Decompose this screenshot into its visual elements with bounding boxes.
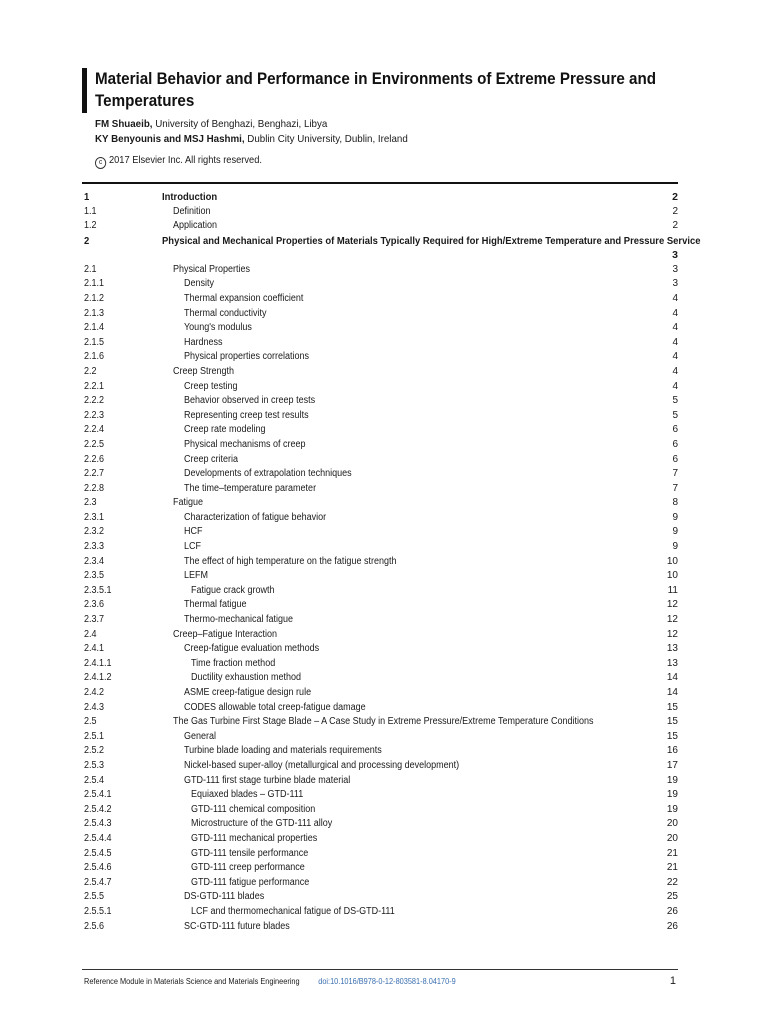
toc-entry-number: 2.2.1 [84, 380, 105, 392]
toc-entry-page: 9 [672, 541, 678, 553]
toc-entry[interactable] [84, 847, 678, 862]
toc-entry[interactable] [84, 920, 678, 935]
toc-entry-number: 2.2.5 [84, 438, 105, 450]
toc-entry-label: The Gas Turbine First Stage Blade – A Case Study in Extreme Pressure/Extreme Temperature Conditions [173, 716, 594, 728]
toc-entry-page: 4 [672, 351, 678, 363]
toc-entry[interactable] [84, 409, 678, 424]
toc-entry-number: 2.3 [84, 497, 97, 509]
toc-entry-label: Density [184, 278, 215, 290]
author-line-1 [95, 117, 408, 132]
toc-entry-label: Developments of extrapolation techniques [184, 468, 352, 480]
toc-entry-page: 4 [672, 380, 678, 392]
toc-entry-number: 2.1 [84, 263, 97, 275]
toc-entry-number: 2.5.4 [84, 774, 105, 786]
toc-entry-number: 2.5.4.3 [84, 818, 112, 830]
toc-entry-number: 2.2 [84, 365, 97, 377]
toc-entry[interactable] [84, 613, 678, 628]
toc-entry-number: 2.4.2 [84, 687, 105, 698]
toc-entry-label: DS-GTD-111 blades [184, 891, 265, 903]
toc-entry[interactable] [84, 467, 678, 482]
toc-entry-page: 12 [666, 628, 678, 640]
toc-entry[interactable] [84, 438, 678, 453]
toc-entry-label: Creep rate modeling [184, 424, 266, 436]
toc-entry-label: Introduction [162, 191, 218, 203]
toc-entry-number: 2.1.4 [84, 322, 105, 334]
toc-entry[interactable] [84, 190, 678, 205]
toc-entry-label: ASME creep-fatigue design rule [184, 687, 312, 698]
toc-entry[interactable] [84, 307, 678, 322]
toc-entry-label: Fatigue crack growth [191, 584, 275, 596]
toc-entry-number: 2 [84, 234, 90, 247]
toc-entry-number: 2.3.5 [84, 570, 105, 582]
toc-entry-label: Definition [173, 205, 211, 217]
toc-entry-page: 2 [672, 205, 678, 217]
toc-entry-number: 2.5.4.1 [84, 789, 112, 801]
toc-entry-label: The effect of high temperature on the fatigue strength [184, 555, 397, 567]
doi-link[interactable]: doi:10.1016/B978-0-12-803581-8.04170-9 [318, 977, 456, 986]
toc-entry-label: GTD-111 creep performance [191, 862, 305, 874]
toc-entry-label: Creep testing [184, 380, 238, 392]
toc-entry-number: 2.2.8 [84, 482, 105, 494]
toc-entry-label: Turbine blade loading and materials requirements [184, 745, 382, 757]
author-line-2 [95, 132, 408, 147]
toc-entry-label: Thermal fatigue [184, 599, 247, 611]
toc-entry-number: 2.3.5.1 [84, 584, 112, 596]
toc-entry[interactable] [84, 365, 678, 380]
toc-entry[interactable] [84, 803, 678, 818]
toc-entry-number: 2.1.3 [84, 307, 105, 319]
toc-entry[interactable] [84, 832, 678, 847]
toc-entry-page: 10 [666, 555, 678, 567]
toc-entry[interactable] [84, 671, 678, 686]
toc-entry-page: 13 [666, 657, 678, 669]
toc-entry-label: Physical mechanisms of creep [184, 438, 306, 450]
toc-entry-label: Fatigue [173, 497, 204, 509]
toc-entry[interactable] [84, 496, 678, 511]
toc-entry[interactable] [84, 540, 678, 555]
toc-entry-label: The time–temperature parameter [184, 482, 317, 494]
toc-entry-page: 7 [672, 482, 678, 494]
toc-entry-number: 2.4.1 [84, 643, 105, 655]
copyright-text: 2017 Elsevier Inc. All rights reserved. [108, 155, 262, 166]
toc-entry-page: 4 [672, 307, 678, 319]
toc-entry-label: CODES allowable total creep-fatigue damage [184, 701, 366, 713]
toc-entry-page: 8 [672, 497, 678, 509]
toc-entry[interactable] [84, 569, 678, 584]
toc-entry-label: Creep–Fatigue Interaction [173, 628, 278, 640]
toc-entry-page: 19 [666, 789, 678, 801]
toc-entry-number: 2.3.6 [84, 599, 105, 611]
toc-entry-number: 2.5.3 [84, 759, 105, 771]
header-divider [82, 182, 678, 184]
toc-entry[interactable] [84, 730, 678, 745]
toc-entry-page: 25 [666, 891, 678, 903]
toc-entry-label: LEFM [184, 570, 209, 582]
toc-entry-label: LCF and thermomechanical fatigue of DS-GTD-111 [191, 905, 395, 917]
toc-entry-page: 16 [666, 745, 678, 757]
toc-entry-number: 2.2.4 [84, 424, 105, 436]
toc-entry-label: Physical properties correlations [184, 351, 310, 363]
toc-entry[interactable] [84, 905, 678, 920]
toc-entry-number: 2.2.6 [84, 453, 105, 465]
table-of-contents [84, 190, 701, 934]
toc-entry-label: Physical and Mechanical Properties of Materials Typically Required for High/Extreme Temperature and Pressure Service [162, 234, 701, 247]
toc-entry[interactable] [84, 205, 678, 220]
toc-entry-page: 17 [666, 759, 678, 771]
title-accent-bar [82, 68, 87, 113]
toc-entry-label: GTD-111 tensile performance [191, 847, 309, 859]
toc-entry-label: Nickel-based super-alloy (metallurgical and processing development) [184, 759, 460, 771]
author-2-affiliation: Dublin City University, Dublin, Ireland [247, 133, 408, 145]
toc-entry-number: 2.3.7 [84, 614, 105, 626]
toc-entry[interactable] [84, 642, 678, 657]
toc-entry-label: GTD-111 mechanical properties [191, 832, 318, 844]
toc-entry-page: 19 [666, 803, 678, 815]
toc-entry-number: 1 [84, 191, 90, 203]
toc-entry[interactable] [84, 234, 701, 263]
toc-entry[interactable] [84, 744, 678, 759]
toc-entry-label: Ductility exhaustion method [191, 672, 302, 684]
toc-entry-page: 15 [666, 716, 678, 728]
authors-block [95, 117, 408, 147]
toc-entry-page: 15 [666, 730, 678, 742]
toc-entry-number: 2.5.4.6 [84, 862, 112, 874]
toc-entry-number: 2.5.2 [84, 745, 105, 757]
toc-entry-number: 2.3.3 [84, 541, 105, 553]
toc-entry-label: General [184, 730, 217, 742]
page-number: 1 [669, 975, 676, 987]
toc-entry-number: 2.5 [84, 716, 97, 728]
toc-entry[interactable] [84, 336, 678, 351]
toc-entry-page: 2 [672, 220, 678, 232]
toc-entry-page: 4 [672, 292, 678, 304]
toc-entry[interactable] [84, 890, 678, 905]
toc-entry[interactable] [84, 453, 678, 468]
toc-entry-label: Young's modulus [184, 322, 252, 334]
toc-entry-page: 7 [672, 468, 678, 480]
toc-entry-page: 9 [672, 511, 678, 523]
toc-entry[interactable] [84, 423, 678, 438]
author-1-name: FM Shuaeib, [95, 118, 153, 130]
toc-entry-label: Creep-fatigue evaluation methods [184, 643, 320, 655]
toc-entry-label: Behavior observed in creep tests [184, 395, 316, 407]
toc-entry-page: 12 [666, 614, 678, 626]
toc-entry-number: 2.5.4.4 [84, 832, 112, 844]
toc-entry-page: 4 [672, 322, 678, 334]
toc-entry-page: 6 [672, 424, 678, 436]
toc-entry-number: 2.5.6 [84, 920, 105, 932]
toc-entry-number: 2.4.3 [84, 701, 105, 713]
toc-entry-label: GTD-111 fatigue performance [191, 876, 310, 888]
toc-entry-number: 2.5.4.7 [84, 876, 112, 888]
toc-entry-number: 2.1.5 [84, 336, 105, 348]
toc-entry[interactable] [84, 394, 678, 409]
toc-entry-number: 2.5.5.1 [84, 905, 112, 917]
toc-entry-number: 2.5.4.5 [84, 847, 112, 859]
toc-entry[interactable] [84, 380, 678, 395]
copyright-line [95, 155, 262, 169]
toc-entry-page: 5 [672, 395, 678, 407]
toc-entry-number: 2.2.7 [84, 468, 105, 480]
toc-entry-number: 2.1.6 [84, 351, 105, 363]
toc-entry[interactable] [84, 774, 678, 789]
toc-entry[interactable] [84, 263, 678, 278]
toc-entry-number: 1.2 [84, 220, 97, 232]
toc-entry[interactable] [84, 628, 678, 643]
toc-entry-number: 2.2.2 [84, 395, 105, 407]
toc-entry-number: 2.1.2 [84, 292, 105, 304]
toc-entry-page: 6 [672, 453, 678, 465]
toc-entry[interactable] [84, 292, 678, 307]
toc-entry-label: SC-GTD-111 future blades [184, 920, 290, 932]
toc-entry[interactable] [84, 511, 678, 526]
toc-entry[interactable] [84, 876, 678, 891]
toc-entry-page: 11 [667, 584, 678, 596]
toc-entry-number: 2.3.2 [84, 526, 105, 538]
toc-entry-label: Hardness [184, 336, 223, 348]
toc-entry-page: 22 [666, 876, 678, 888]
toc-entry-label: Characterization of fatigue behavior [184, 511, 327, 523]
toc-entry-number: 2.4.1.2 [84, 672, 112, 684]
toc-entry-number: 2.3.4 [84, 555, 105, 567]
copyright-icon: c [95, 157, 106, 169]
toc-entry[interactable] [84, 686, 678, 701]
author-2-name: KY Benyounis and MSJ Hashmi, [95, 133, 245, 145]
toc-entry-page: 14 [666, 687, 678, 698]
toc-entry-page: 6 [672, 438, 678, 450]
toc-entry-page: 4 [672, 365, 678, 377]
toc-entry-page: 5 [672, 409, 678, 421]
toc-entry-page: 15 [666, 701, 678, 713]
toc-entry-number: 2.3.1 [84, 511, 105, 523]
toc-entry-page: 20 [666, 818, 678, 830]
toc-entry[interactable] [84, 701, 678, 716]
toc-entry-label: Application [173, 220, 218, 232]
toc-entry-page: 10 [666, 570, 678, 582]
toc-entry[interactable] [84, 219, 678, 234]
toc-entry-number: 2.4.1.1 [84, 657, 112, 669]
article-title: Material Behavior and Performance in Environments of Extreme Pressure and Temperatures [95, 70, 657, 110]
toc-entry-label: Time fraction method [191, 657, 276, 669]
toc-entry[interactable] [84, 788, 678, 803]
toc-entry-label: Microstructure of the GTD-111 alloy [191, 818, 333, 830]
toc-entry[interactable] [84, 321, 678, 336]
toc-entry-page: 20 [666, 832, 678, 844]
toc-entry-number: 2.1.1 [84, 278, 105, 290]
toc-entry-page: 21 [666, 862, 678, 874]
toc-entry-number: 2.5.4.2 [84, 803, 112, 815]
toc-entry[interactable] [84, 817, 678, 832]
toc-entry-page: 9 [672, 526, 678, 538]
toc-entry[interactable] [84, 525, 678, 540]
toc-entry-page: 13 [666, 643, 678, 655]
footer-source: Reference Module in Materials Science and Materials Engineering [84, 977, 300, 986]
toc-entry-number: 1.1 [84, 205, 97, 217]
toc-entry-label: GTD-111 chemical composition [191, 803, 316, 815]
toc-entry-page: 14 [666, 672, 678, 684]
toc-entry-page: 19 [666, 774, 678, 786]
toc-entry-label: Creep Strength [173, 365, 235, 377]
toc-entry-label: Representing creep test results [184, 409, 309, 421]
toc-entry[interactable] [84, 598, 678, 613]
toc-entry-page: 26 [666, 920, 678, 932]
toc-entry[interactable] [84, 277, 678, 292]
toc-entry-page: 2 [672, 191, 678, 203]
toc-entry[interactable] [84, 350, 678, 365]
toc-entry[interactable] [84, 861, 678, 876]
author-1-affiliation: University of Benghazi, Benghazi, Libya [155, 118, 328, 130]
toc-entry-page: 3 [672, 263, 678, 275]
toc-entry[interactable] [84, 759, 678, 774]
toc-entry-page: 26 [666, 905, 678, 917]
toc-entry-number: 2.5.1 [84, 730, 105, 742]
footer [84, 977, 456, 986]
toc-entry-label: GTD-111 first stage turbine blade material [184, 774, 351, 786]
toc-entry[interactable] [84, 584, 678, 599]
toc-entry-page: 3 [672, 278, 678, 290]
toc-entry-page: 21 [666, 847, 678, 859]
toc-entry-page: 12 [666, 599, 678, 611]
toc-entry[interactable] [84, 482, 678, 497]
toc-entry-label: Equiaxed blades – GTD-111 [191, 789, 304, 801]
toc-entry[interactable] [84, 715, 678, 730]
toc-entry[interactable] [84, 657, 678, 672]
toc-entry[interactable] [84, 555, 678, 570]
toc-entry-label: HCF [184, 526, 203, 538]
toc-entry-number: 2.2.3 [84, 409, 105, 421]
toc-entry-page: 4 [672, 336, 678, 348]
toc-entry-label: Physical Properties [173, 263, 251, 275]
toc-entry-label: Thermal expansion coefficient [184, 292, 304, 304]
toc-entry-label: Creep criteria [184, 453, 239, 465]
toc-entry-label: LCF [184, 541, 202, 553]
toc-entry-label: Thermal conductivity [184, 307, 267, 319]
toc-entry-number: 2.5.5 [84, 891, 105, 903]
toc-entry-label: Thermo-mechanical fatigue [184, 614, 294, 626]
toc-entry-number: 2.4 [84, 628, 97, 640]
footer-divider [82, 969, 678, 970]
toc-entry-page: 3 [672, 249, 678, 262]
